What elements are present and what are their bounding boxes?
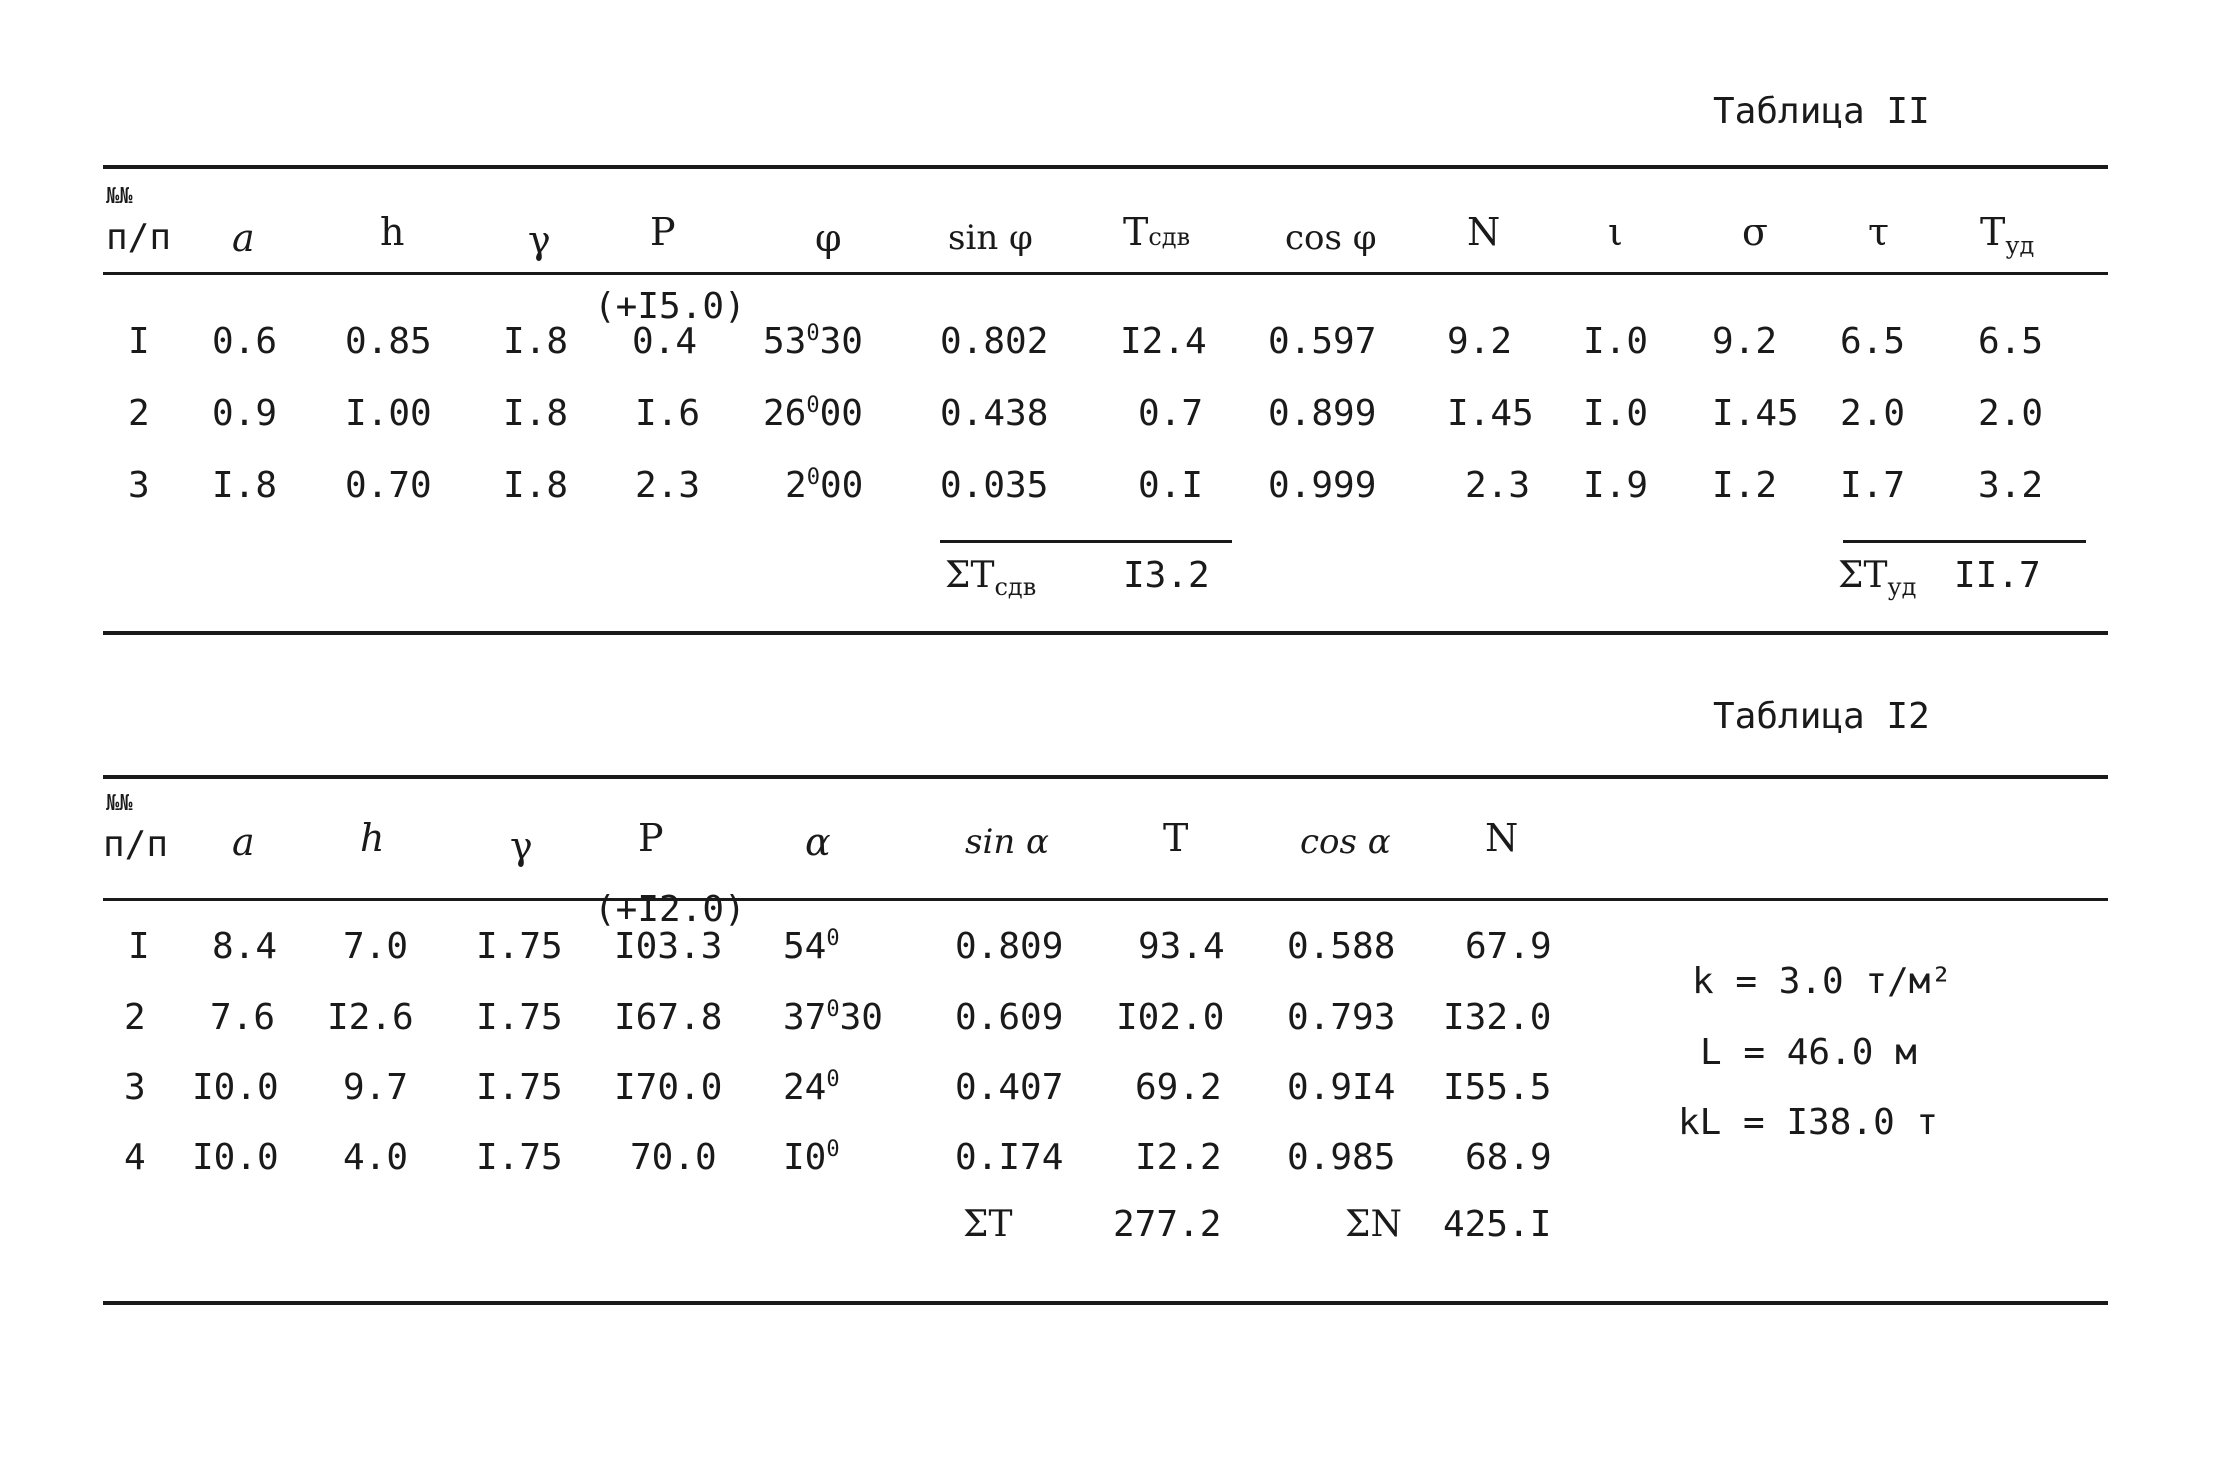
t12-r1-h: 7.0 xyxy=(343,926,409,967)
t12-r1-t: 93.4 xyxy=(1138,926,1225,967)
t12-header-cos: cos α xyxy=(1300,822,1391,862)
t12-param-l: L = 46.0 м xyxy=(1700,1032,1917,1073)
t11-r2-phi: $26^000$ xyxy=(763,393,863,434)
t11-sum-tsdv-label: $\Sigma T_{сдв}$ xyxy=(945,555,1037,602)
t11-r1-s: 9.2 xyxy=(1712,321,1778,362)
t12-r3-no: 3 xyxy=(124,1067,146,1108)
t12-r1-no: I xyxy=(128,926,150,967)
t11-header-a: a xyxy=(232,216,255,260)
t12-r1-p: I03.3 xyxy=(614,926,723,967)
t11-r2-no: 2 xyxy=(128,393,150,434)
t11-r3-s: I.2 xyxy=(1712,465,1778,506)
t12-r4-t: I2.2 xyxy=(1135,1137,1222,1178)
t11-r3-p: 2.3 xyxy=(635,465,701,506)
t11-r2-sin: 0.438 xyxy=(940,393,1049,434)
t12-r2-t: I02.0 xyxy=(1116,997,1225,1038)
t11-r3-tau: I.7 xyxy=(1840,465,1906,506)
t11-sum-tud-label: $\Sigma T_{уд}$ xyxy=(1838,555,1917,602)
t11-r3-sin: 0.035 xyxy=(940,465,1049,506)
t11-header-no-top: №№ xyxy=(106,184,133,209)
t12-r1-sin: 0.809 xyxy=(955,926,1064,967)
t11-r1-sin: 0.802 xyxy=(940,321,1049,362)
t12-r2-g: I.75 xyxy=(476,997,563,1038)
t12-r3-al: $24^0$ xyxy=(783,1067,840,1108)
t12-r4-g: I.75 xyxy=(476,1137,563,1178)
t11-r3-n: 2.3 xyxy=(1465,465,1531,506)
t12-r3-h: 9.7 xyxy=(343,1067,409,1108)
t12-param-k: k = 3.0 т/м² xyxy=(1692,961,1953,1002)
t12-r1-cos: 0.588 xyxy=(1287,926,1396,967)
t11-header-sigma: σ xyxy=(1742,210,1768,254)
t12-header-a: a xyxy=(232,820,255,864)
t12-header-alpha: α xyxy=(805,820,831,864)
t12-header-no-top: №№ xyxy=(106,791,133,816)
t11-r2-tud: 2.0 xyxy=(1978,393,2044,434)
t11-r2-p: I.6 xyxy=(635,393,701,434)
t12-r2-a: 7.6 xyxy=(210,997,276,1038)
t11-r1-tau: 6.5 xyxy=(1840,321,1906,362)
t11-r3-l: I.9 xyxy=(1583,465,1649,506)
t11-header-n: N xyxy=(1467,210,1501,254)
t12-header-sin: sin α xyxy=(965,822,1049,862)
table11-caption: Таблица II xyxy=(1713,91,1930,132)
t11-r2-a: 0.9 xyxy=(212,393,278,434)
t11-r3-tud: 3.2 xyxy=(1978,465,2044,506)
t11-header-cos: cos φ xyxy=(1285,218,1377,258)
t12-r1-g: I.75 xyxy=(476,926,563,967)
table12-bottom-rule xyxy=(103,1301,2108,1305)
t11-r2-cos: 0.899 xyxy=(1268,393,1377,434)
t11-header-tsdv: Tсдв xyxy=(1123,210,1191,254)
t11-header-h: h xyxy=(380,210,405,254)
t12-sum-n-value: 425.I xyxy=(1443,1204,1552,1245)
t11-r2-n: I.45 xyxy=(1447,393,1534,434)
t12-r3-a: I0.0 xyxy=(192,1067,279,1108)
t12-header-h: h xyxy=(360,816,385,860)
t11-sum-tsdv-value: I3.2 xyxy=(1123,555,1210,596)
table12-caption: Таблица I2 xyxy=(1713,696,1930,737)
t11-r3-cos: 0.999 xyxy=(1268,465,1377,506)
t11-sum-tud-value: II.7 xyxy=(1954,555,2041,596)
t12-r3-sin: 0.407 xyxy=(955,1067,1064,1108)
t11-p-note: (+I5.0) xyxy=(594,286,746,327)
t12-param-kl: kL = I38.0 т xyxy=(1678,1102,1939,1143)
t11-r3-no: 3 xyxy=(128,465,150,506)
t11-r1-tsdv: I2.4 xyxy=(1120,321,1207,362)
t11-r3-g: I.8 xyxy=(503,465,569,506)
t11-r1-no: I xyxy=(128,321,150,362)
t12-sum-t-value: 277.2 xyxy=(1113,1204,1222,1245)
t12-sum-t-label: ΣT xyxy=(963,1204,1013,1245)
t12-sum-n-label: ΣN xyxy=(1345,1204,1402,1245)
t12-r4-cos: 0.985 xyxy=(1287,1137,1396,1178)
t12-r2-cos: 0.793 xyxy=(1287,997,1396,1038)
t11-header-l: ι xyxy=(1608,210,1623,254)
t11-r1-a: 0.6 xyxy=(212,321,278,362)
t12-header-gamma: γ xyxy=(510,824,533,868)
t11-r3-phi: $2^000$ xyxy=(785,465,864,506)
t11-header-no-bottom: п/п xyxy=(106,217,172,258)
t12-r4-n: 68.9 xyxy=(1465,1137,1552,1178)
table11-header-rule xyxy=(103,272,2108,275)
t12-r1-n: 67.9 xyxy=(1465,926,1552,967)
t12-r4-al: $I0^0$ xyxy=(783,1137,840,1178)
table11-top-rule xyxy=(103,165,2108,169)
t12-p-note: (+I2.0) xyxy=(594,889,746,930)
t12-r2-h: I2.6 xyxy=(327,997,414,1038)
t11-header-p: P xyxy=(650,210,676,254)
t12-r2-no: 2 xyxy=(124,997,146,1038)
t11-r3-a: I.8 xyxy=(212,465,278,506)
t12-r4-h: 4.0 xyxy=(343,1137,409,1178)
t12-r3-n: I55.5 xyxy=(1443,1067,1552,1108)
t11-header-sin: sin φ xyxy=(948,218,1033,258)
t12-r2-p: I67.8 xyxy=(614,997,723,1038)
t11-r1-l: I.0 xyxy=(1583,321,1649,362)
t11-header-tud: $T_{уд}$ xyxy=(1980,210,2035,260)
t11-r2-l: I.0 xyxy=(1583,393,1649,434)
t11-r2-g: I.8 xyxy=(503,393,569,434)
t11-r1-n: 9.2 xyxy=(1447,321,1513,362)
t12-header-p: P xyxy=(638,816,664,860)
t12-header-no-bottom: п/п xyxy=(103,824,169,865)
t12-r3-cos: 0.9I4 xyxy=(1287,1067,1396,1108)
t12-header-t: T xyxy=(1163,816,1189,860)
t11-header-phi: φ xyxy=(815,216,842,260)
t11-r2-tau: 2.0 xyxy=(1840,393,1906,434)
t12-r4-sin: 0.I74 xyxy=(955,1137,1064,1178)
t11-r2-tsdv: 0.7 xyxy=(1138,393,1204,434)
t12-r1-a: 8.4 xyxy=(212,926,278,967)
t11-sum-tud-rule xyxy=(1843,540,2086,543)
t12-header-n: N xyxy=(1485,816,1519,860)
t11-r1-p: 0.4 xyxy=(632,321,698,362)
t12-r4-no: 4 xyxy=(124,1137,146,1178)
t12-r4-a: I0.0 xyxy=(192,1137,279,1178)
t11-r2-h: I.00 xyxy=(345,393,432,434)
t11-r1-tud: 6.5 xyxy=(1978,321,2044,362)
t12-r4-p: 70.0 xyxy=(630,1137,717,1178)
t11-r1-g: I.8 xyxy=(503,321,569,362)
t11-r1-cos: 0.597 xyxy=(1268,321,1377,362)
t11-r1-h: 0.85 xyxy=(345,321,432,362)
t12-r2-n: I32.0 xyxy=(1443,997,1552,1038)
table12-top-rule xyxy=(103,775,2108,779)
t11-r2-s: I.45 xyxy=(1712,393,1799,434)
t12-r3-g: I.75 xyxy=(476,1067,563,1108)
t12-r3-p: I70.0 xyxy=(614,1067,723,1108)
t11-sum-tsdv-rule xyxy=(940,540,1232,543)
t11-r1-phi: $53^030$ xyxy=(763,321,863,362)
t11-header-gamma: γ xyxy=(528,218,551,262)
t11-r3-tsdv: 0.I xyxy=(1138,465,1204,506)
t12-r3-t: 69.2 xyxy=(1135,1067,1222,1108)
t12-r2-al: $37^030$ xyxy=(783,997,883,1038)
table12-header-rule xyxy=(103,898,2108,901)
t11-r3-h: 0.70 xyxy=(345,465,432,506)
t12-r1-al: $54^0$ xyxy=(783,926,840,967)
table11-bottom-rule xyxy=(103,631,2108,635)
t12-r2-sin: 0.609 xyxy=(955,997,1064,1038)
t11-header-tau: τ xyxy=(1868,210,1890,254)
